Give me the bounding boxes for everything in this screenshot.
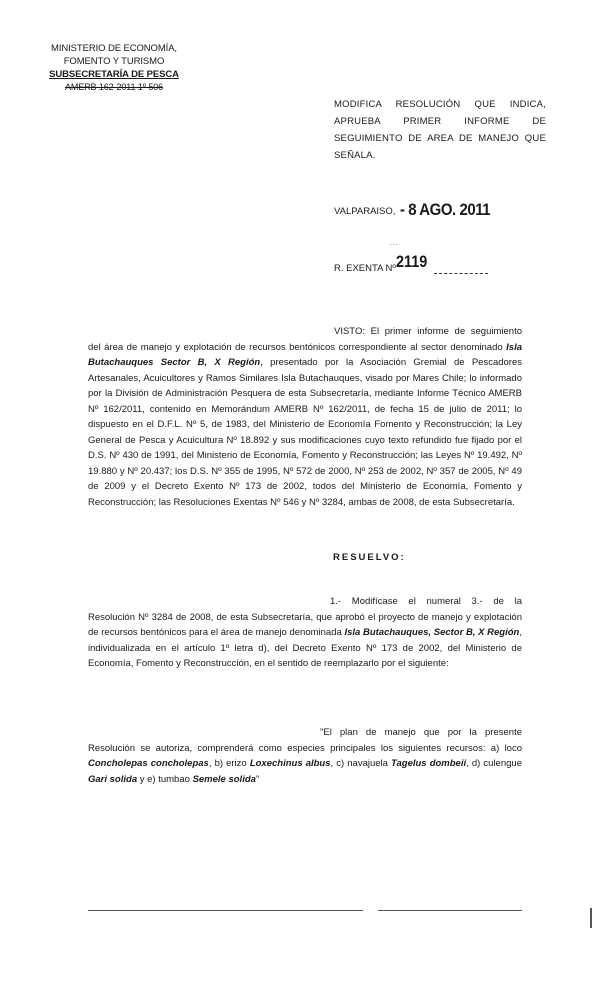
letterhead-subsecretaria: SUBSECRETARÍA DE PESCA [49,69,179,80]
species-gari: Gari solida [88,773,138,785]
page-edge-mark [590,908,600,928]
quote-text-5: y e) tumbao [137,773,193,785]
resuelvo-heading: RESUELVO: [333,552,406,563]
resolution-title: MODIFICA RESOLUCIÓN QUE INDICA, APRUEBA PRIMER INFORME DE SEGUIMIENTO DE AREA DE MANEJO QUE SEÑALA. [334,99,546,161]
article-1-paragraph [88,594,522,672]
resolution-underline [434,273,488,274]
quoted-text-paragraph [88,725,522,787]
place-date [334,200,534,222]
quote-text-2: , b) erizo [208,758,250,769]
resolution-label: R. EXENTA Nº [334,263,396,274]
footer-rule-left [88,910,363,911]
species-tagelus: Tagelus dombeii [391,758,467,769]
visto-paragraph [88,324,522,510]
visto-text-1: VISTO: El primer informe de seguimiento del área de manejo y explotación de recursos bentónicos correspondiente al sector denominado [88,326,522,353]
visto-area-name: Isla Butachauques Sector B, X Región [88,341,522,368]
species-loxechinus: Loxechinus albus [249,758,331,769]
place-label: VALPARAISO, [334,206,396,217]
quote-text-3: , c) navajuela [330,758,392,769]
resolution-number: 2119 [396,252,428,271]
article-1-area-name: Isla Butachauques, Sector B, X Región [344,627,520,638]
resolution-number-block [334,240,494,276]
quote-text-1: "El plan de manejo que por la presente Resolución se autoriza, comprenderá como especies principales los siguientes recursos: a) loco [88,727,522,754]
article-1-text-1: 1.- Modifícase el numeral 3.- de la Resolución Nº 3284 de 2008, de esta Subsecretaría, que aprobó el proyecto de manejo y explotación de recursos bentónicos para el área de manejo denominada [88,596,522,638]
footer-rule-right [378,910,522,911]
visto-text-2: , presentado por la Asociación Gremial de Pescadores Artesanales, Acuicultores y Ramos Similares Isla Butachauques, visado por Mares Chile; lo informado por la División de Administración Pesquera de esta Subsecretaría, mediante Informe Técnico AMERB Nº 162/2011, contenido en Memorándum AMERB Nº 162/2011, de fecha 15 de julio de 2011; lo dispuesto en el D.F.L. Nº 5, de 1983, del Ministerio de Economía Fomento y Reconstrucción; la Ley General de Pesca y Acuicultura Nº 18.892 y sus modificaciones cuyo texto refundido fue fijado por el D.S. Nº 430 de 1991, del Ministerio de Economía, Fomento y Reconstrucción; las Leyes Nº 19.492, Nº 19.880 y Nº 20.437; los D.S. Nº 355 de 1995, Nº 572 de 2000, Nº 253 de 2002, Nº 357 de 2005, Nº 49 de 2009 y el Decreto Exento Nº 173 de 2002, todos del Ministerio de Economía, Fomento y Reconstrucción; las Resoluciones Exentas Nº 546 y Nº 3284, ambas de 2008, de esta Subsecretaría. [88,357,522,508]
letterhead-ministry-sub: FOMENTO Y TURISMO [63,56,165,67]
letterhead-reference: AMERB 162-2011 1º 506 [64,82,164,92]
article-1-text-2: , individualizada en el artículo 1º letra d), del Decreto Exento Nº 173 de 2002, del Ministerio de Economía, Fomento y Reconstrucción, en el sentido de reemplazarlo por el siguiente: [88,627,523,669]
quote-text-6: " [255,773,260,785]
date-stamp: - 8 AGO. 2011 [400,200,491,219]
letterhead [44,42,184,94]
species-semele: Semele solida [192,773,256,785]
letterhead-ministry: MINISTERIO DE ECONOMÍA, [51,43,177,54]
resolution-mark: ... [390,240,399,247]
quote-text-4: , d) culengue [466,758,522,769]
species-concholepas: Concholepas concholepas [88,758,209,769]
